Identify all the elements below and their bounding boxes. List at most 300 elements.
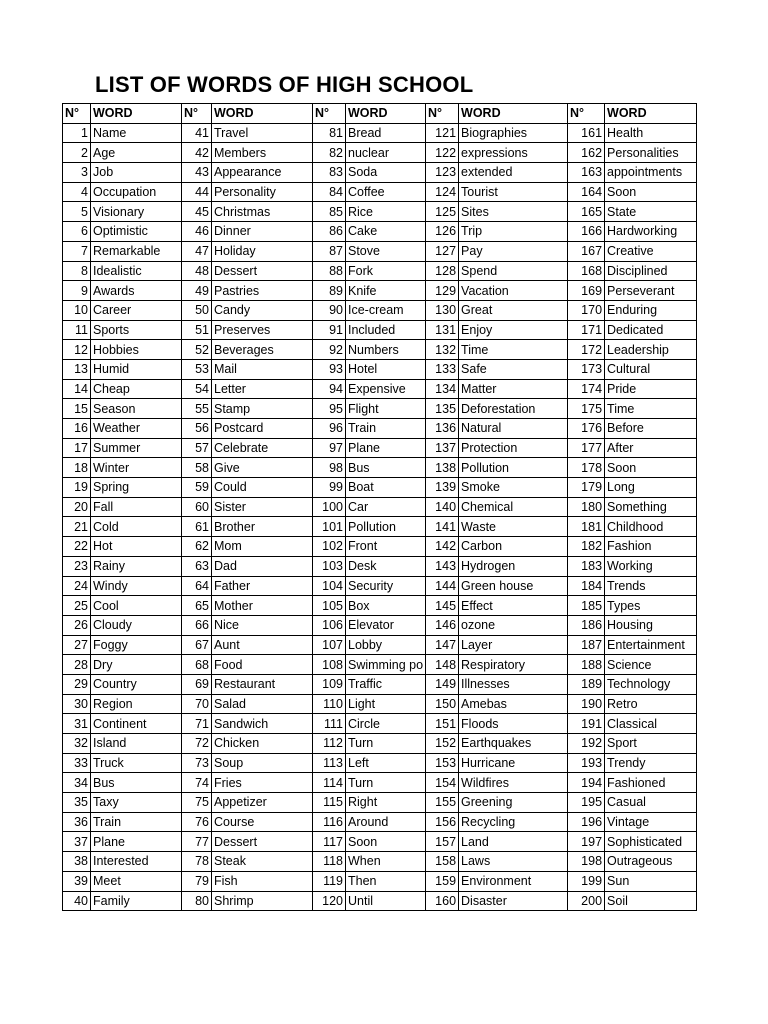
word-number: 99 [313,478,346,498]
word-cell: Tourist [459,182,568,202]
word-number: 9 [63,281,91,301]
word-cell: Aunt [212,635,313,655]
word-number: 100 [313,497,346,517]
word-cell: Lobby [346,635,426,655]
word-number: 56 [182,419,212,439]
word-number: 17 [63,438,91,458]
word-cell: Natural [459,419,568,439]
word-cell: Season [91,399,182,419]
word-number: 19 [63,478,91,498]
table-row [63,576,697,596]
word-number: 181 [568,517,605,537]
word-number: 86 [313,222,346,242]
word-cell: Fries [212,773,313,793]
word-number: 196 [568,812,605,832]
word-cell: Boat [346,478,426,498]
word-number: 78 [182,852,212,872]
word-cell: Mother [212,596,313,616]
word-number: 80 [182,891,212,911]
table-row [63,320,697,340]
word-number: 36 [63,812,91,832]
word-cell: Greening [459,793,568,813]
word-number: 179 [568,478,605,498]
word-number: 194 [568,773,605,793]
word-cell: Give [212,458,313,478]
word-number: 188 [568,655,605,675]
word-number: 129 [426,281,459,301]
table-row [63,891,697,911]
word-number: 69 [182,674,212,694]
word-cell: Around [346,812,426,832]
word-cell: Vacation [459,281,568,301]
word-number: 3 [63,163,91,183]
word-number: 124 [426,182,459,202]
word-cell: Name [91,123,182,143]
word-cell: Dessert [212,261,313,281]
word-number: 15 [63,399,91,419]
table-row [63,241,697,261]
word-number: 95 [313,399,346,419]
word-cell: Job [91,163,182,183]
word-cell: Plane [91,832,182,852]
word-number: 141 [426,517,459,537]
table-row [63,655,697,675]
word-cell: Stamp [212,399,313,419]
word-cell: Safe [459,359,568,379]
word-cell: Box [346,596,426,616]
word-number: 35 [63,793,91,813]
number-header: N° [426,104,459,124]
word-number: 108 [313,655,346,675]
page-title: LIST OF WORDS OF HIGH SCHOOL [95,72,474,97]
word-cell: Dedicated [605,320,697,340]
word-cell: Light [346,694,426,714]
table-row [63,615,697,635]
word-cell: Floods [459,714,568,734]
word-cell: Effect [459,596,568,616]
word-cell: Soda [346,163,426,183]
word-number: 24 [63,576,91,596]
word-cell: Food [212,655,313,675]
word-number: 138 [426,458,459,478]
word-number: 191 [568,714,605,734]
word-cell: Pastries [212,281,313,301]
word-number: 165 [568,202,605,222]
word-cell: Sophisticated [605,832,697,852]
word-cell: ozone [459,615,568,635]
word-number: 39 [63,871,91,891]
word-cell: Father [212,576,313,596]
word-cell: Matter [459,379,568,399]
word-number: 77 [182,832,212,852]
word-number: 52 [182,340,212,360]
word-number: 53 [182,359,212,379]
word-cell: Sport [605,734,697,754]
table-row [63,734,697,754]
word-cell: Mom [212,537,313,557]
table-row [63,163,697,183]
word-cell: Christmas [212,202,313,222]
word-number: 158 [426,852,459,872]
word-cell: Housing [605,615,697,635]
word-number: 13 [63,359,91,379]
word-cell: Hardworking [605,222,697,242]
word-number: 160 [426,891,459,911]
word-number: 92 [313,340,346,360]
word-cell: Pride [605,379,697,399]
header-row [63,104,697,124]
word-number: 144 [426,576,459,596]
word-cell: Elevator [346,615,426,635]
word-cell: Something [605,497,697,517]
table-row [63,497,697,517]
word-number: 70 [182,694,212,714]
word-number: 54 [182,379,212,399]
word-cell: Hydrogen [459,556,568,576]
word-number: 46 [182,222,212,242]
word-number: 135 [426,399,459,419]
word-cell: Fashion [605,537,697,557]
word-number: 23 [63,556,91,576]
word-number: 38 [63,852,91,872]
word-cell: Retro [605,694,697,714]
word-number: 21 [63,517,91,537]
word-number: 140 [426,497,459,517]
word-number: 175 [568,399,605,419]
word-number: 153 [426,753,459,773]
word-cell: Deforestation [459,399,568,419]
table-row [63,419,697,439]
word-number: 42 [182,143,212,163]
word-cell: Swimming po [346,655,426,675]
word-number: 107 [313,635,346,655]
word-number: 11 [63,320,91,340]
word-number: 186 [568,615,605,635]
word-cell: Great [459,300,568,320]
word-number: 51 [182,320,212,340]
word-number: 10 [63,300,91,320]
word-number: 198 [568,852,605,872]
word-number: 185 [568,596,605,616]
word-cell: Fish [212,871,313,891]
word-cell: Dessert [212,832,313,852]
word-number: 57 [182,438,212,458]
word-number: 93 [313,359,346,379]
word-cell: Hot [91,537,182,557]
word-cell: Vintage [605,812,697,832]
word-cell: Brother [212,517,313,537]
word-number: 75 [182,793,212,813]
word-number: 49 [182,281,212,301]
word-number: 139 [426,478,459,498]
word-cell: Visionary [91,202,182,222]
word-cell: Sister [212,497,313,517]
word-cell: Soil [605,891,697,911]
word-cell: Train [91,812,182,832]
word-number: 32 [63,734,91,754]
word-number: 91 [313,320,346,340]
word-cell: Smoke [459,478,568,498]
word-number: 119 [313,871,346,891]
word-cell: Leadership [605,340,697,360]
word-cell: Pay [459,241,568,261]
table-row [63,458,697,478]
word-number: 65 [182,596,212,616]
word-cell: Dinner [212,222,313,242]
word-number: 127 [426,241,459,261]
word-cell: Family [91,891,182,911]
table-row [63,556,697,576]
word-cell: expressions [459,143,568,163]
word-number: 68 [182,655,212,675]
word-cell: Occupation [91,182,182,202]
table-row [63,281,697,301]
word-cell: Trendy [605,753,697,773]
word-header: WORD [605,104,697,124]
word-number: 169 [568,281,605,301]
word-cell: Pollution [346,517,426,537]
table-row [63,261,697,281]
word-number: 76 [182,812,212,832]
word-cell: Humid [91,359,182,379]
word-number: 87 [313,241,346,261]
word-number: 113 [313,753,346,773]
word-cell: Right [346,793,426,813]
word-cell: Fork [346,261,426,281]
word-cell: Amebas [459,694,568,714]
word-number: 66 [182,615,212,635]
word-number: 176 [568,419,605,439]
word-header: WORD [212,104,313,124]
word-number: 58 [182,458,212,478]
word-header: WORD [91,104,182,124]
word-number: 166 [568,222,605,242]
word-number: 106 [313,615,346,635]
word-number: 111 [313,714,346,734]
word-number: 121 [426,123,459,143]
word-number: 171 [568,320,605,340]
word-cell: Bus [346,458,426,478]
word-cell: Disaster [459,891,568,911]
word-number: 112 [313,734,346,754]
word-cell: Until [346,891,426,911]
word-cell: Expensive [346,379,426,399]
word-number: 47 [182,241,212,261]
word-number: 152 [426,734,459,754]
table-row [63,202,697,222]
word-cell: Creative [605,241,697,261]
table-row [63,478,697,498]
word-number: 125 [426,202,459,222]
word-number: 128 [426,261,459,281]
word-cell: Soon [605,458,697,478]
word-cell: Cultural [605,359,697,379]
word-number: 157 [426,832,459,852]
word-number: 74 [182,773,212,793]
table-row [63,300,697,320]
word-cell: Personalities [605,143,697,163]
word-cell: Mail [212,359,313,379]
word-cell: Preserves [212,320,313,340]
word-cell: Turn [346,773,426,793]
word-number: 96 [313,419,346,439]
word-cell: Car [346,497,426,517]
word-cell: After [605,438,697,458]
word-number: 114 [313,773,346,793]
word-number: 200 [568,891,605,911]
word-cell: Waste [459,517,568,537]
word-cell: Illnesses [459,674,568,694]
table-row [63,537,697,557]
word-number: 94 [313,379,346,399]
word-number: 172 [568,340,605,360]
word-number: 62 [182,537,212,557]
word-number: 116 [313,812,346,832]
word-cell: Career [91,300,182,320]
word-cell: Cold [91,517,182,537]
word-cell: Protection [459,438,568,458]
word-number: 154 [426,773,459,793]
word-cell: Nice [212,615,313,635]
word-cell: Could [212,478,313,498]
word-number: 168 [568,261,605,281]
word-number: 197 [568,832,605,852]
word-number: 133 [426,359,459,379]
word-number: 189 [568,674,605,694]
word-number: 81 [313,123,346,143]
word-number: 25 [63,596,91,616]
word-number: 63 [182,556,212,576]
word-cell: When [346,852,426,872]
word-cell: Travel [212,123,313,143]
word-cell: Region [91,694,182,714]
word-cell: Chemical [459,497,568,517]
word-cell: Respiratory [459,655,568,675]
word-number: 137 [426,438,459,458]
table-row [63,793,697,813]
word-cell: Windy [91,576,182,596]
word-cell: Spend [459,261,568,281]
word-number: 27 [63,635,91,655]
table-row [63,399,697,419]
word-cell: Trends [605,576,697,596]
word-cell: Personality [212,182,313,202]
word-number: 123 [426,163,459,183]
word-cell: Casual [605,793,697,813]
word-number: 192 [568,734,605,754]
word-cell: Island [91,734,182,754]
word-cell: Long [605,478,697,498]
word-number: 145 [426,596,459,616]
word-cell: Pollution [459,458,568,478]
word-number: 61 [182,517,212,537]
word-number: 143 [426,556,459,576]
word-cell: Sun [605,871,697,891]
word-number: 195 [568,793,605,813]
word-cell: Hobbies [91,340,182,360]
word-number: 50 [182,300,212,320]
word-cell: Biographies [459,123,568,143]
word-cell: Traffic [346,674,426,694]
word-cell: Remarkable [91,241,182,261]
word-cell: nuclear [346,143,426,163]
word-cell: Types [605,596,697,616]
table-row [63,359,697,379]
word-cell: Candy [212,300,313,320]
word-number: 89 [313,281,346,301]
word-number: 18 [63,458,91,478]
word-cell: Entertainment [605,635,697,655]
word-number: 110 [313,694,346,714]
word-number: 2 [63,143,91,163]
word-number: 41 [182,123,212,143]
word-number: 44 [182,182,212,202]
table-row [63,596,697,616]
word-cell: Enduring [605,300,697,320]
word-number: 73 [182,753,212,773]
word-cell: Working [605,556,697,576]
word-number: 104 [313,576,346,596]
word-number: 72 [182,734,212,754]
word-cell: Wildfires [459,773,568,793]
word-number: 88 [313,261,346,281]
word-cell: Appetizer [212,793,313,813]
word-cell: Fall [91,497,182,517]
word-cell: Ice-cream [346,300,426,320]
word-cell: Earthquakes [459,734,568,754]
word-cell: appointments [605,163,697,183]
table-row [63,871,697,891]
word-cell: Fashioned [605,773,697,793]
word-number: 177 [568,438,605,458]
word-number: 71 [182,714,212,734]
word-number: 182 [568,537,605,557]
word-cell: Restaurant [212,674,313,694]
word-cell: Recycling [459,812,568,832]
word-cell: Holiday [212,241,313,261]
word-cell: Course [212,812,313,832]
word-number: 151 [426,714,459,734]
word-cell: Meet [91,871,182,891]
word-number: 16 [63,419,91,439]
table-row [63,714,697,734]
word-cell: State [605,202,697,222]
word-cell: Cheap [91,379,182,399]
word-number: 132 [426,340,459,360]
word-number: 109 [313,674,346,694]
word-cell: Dry [91,655,182,675]
word-number: 199 [568,871,605,891]
word-number: 105 [313,596,346,616]
word-cell: Coffee [346,182,426,202]
word-cell: Outrageous [605,852,697,872]
word-number: 174 [568,379,605,399]
word-cell: Beverages [212,340,313,360]
word-cell: Knife [346,281,426,301]
word-cell: Trip [459,222,568,242]
word-number: 155 [426,793,459,813]
table-row [63,635,697,655]
word-number: 64 [182,576,212,596]
word-cell: Truck [91,753,182,773]
word-number: 102 [313,537,346,557]
word-cell: Idealistic [91,261,182,281]
word-table [62,103,697,911]
word-number: 180 [568,497,605,517]
table-row [63,832,697,852]
word-cell: Salad [212,694,313,714]
word-cell: Foggy [91,635,182,655]
